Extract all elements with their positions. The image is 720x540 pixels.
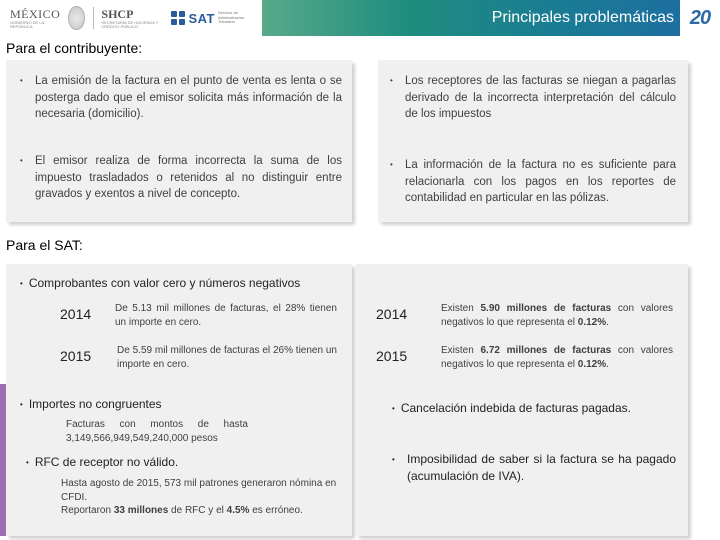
sat-heading: Para el SAT: <box>6 237 83 253</box>
importes-title: • Importes no congruentes <box>20 397 162 411</box>
year-2014-left: 2014 <box>60 306 92 322</box>
comprobantes-title: • Comprobantes con valor cero y números negativos <box>20 276 301 290</box>
title-band <box>262 0 680 36</box>
year-2014-right-desc: Existen 5.90 millones de facturas con valores negativos lo que representa el 0.12%. <box>441 303 673 328</box>
contribuyente-item-4: • La información de la factura no es suficiente para relacionarla con los pagos en los reportes de contabilidad en particular en las pólizas. <box>390 159 676 204</box>
year-2015-left-desc: De 5.59 mil millones de facturas el 26% tienen un importe en cero. <box>117 345 337 370</box>
mexico-logo <box>10 8 60 29</box>
year-2015-left: 2015 <box>60 348 92 364</box>
sat-mark-icon <box>171 11 185 25</box>
contribuyente-item-3: • El emisor realiza de forma incorrecta la suma de los impuesto trasladados o retenidos al no distinguir entre gravados y exentos a nivel de concepto. <box>20 155 342 200</box>
mexico-logo-text: MÉXICO <box>10 6 61 21</box>
rfc-title: • RFC de receptor no válido. <box>26 455 179 469</box>
year-2014-left-desc: De 5.13 mil millones de facturas, el 28% tienen un importe en cero. <box>115 303 337 328</box>
divider <box>93 7 94 29</box>
mexico-logo-subtext: GOBIERNO DE LA REPÚBLICA <box>10 19 45 29</box>
logo-strip <box>0 0 262 36</box>
importes-text: Facturas con montos de hasta 3,149,566,949,549,240,000 pesos <box>66 419 248 444</box>
sat-logo-text: SAT <box>188 10 215 26</box>
rfc-text: Hasta agosto de 2015, 573 mil patrones generaron nómina en CFDI. Reportaron 33 millones de RFC y el 4.5% es erróneo. <box>61 478 337 516</box>
contribuyente-item-1: • La emisión de la factura en el punto de venta es lenta o se posterga dado que el emisor solicita más información de la necesaria (domicilio). <box>20 75 342 120</box>
sat-logo <box>171 11 262 26</box>
shcp-logo-subtext: SECRETARÍA DE HACIENDA Y CRÉDITO PÚBLICO <box>101 19 159 29</box>
year-2015-right-desc: Existen 6.72 millones de facturas con valores negativos lo que representa el 0.12%. <box>441 345 673 370</box>
cancelacion-item: • Cancelación indebida de facturas pagadas. <box>392 401 631 415</box>
shcp-logo-text: SHCP <box>101 6 134 21</box>
badge-number: 20 <box>689 6 711 29</box>
shcp-logo <box>101 8 163 29</box>
year-2015-right: 2015 <box>376 348 408 364</box>
sat-logo-subtext: Servicio de Administración Tributaria <box>218 10 245 25</box>
accent-bar <box>0 384 6 536</box>
page-title: Principales problemáticas <box>491 9 674 26</box>
year-2014-right: 2014 <box>376 306 408 322</box>
contribuyente-item-2: • Los receptores de las facturas se niegan a pagarlas derivado de la incorrecta interpretación del cálculo de los impuestos <box>390 75 676 120</box>
anniversary-badge <box>680 0 720 36</box>
header <box>0 0 720 36</box>
imposibilidad-item: • Imposibilidad de saber si la factura se ha pagado (acumulación de IVA). <box>392 452 676 483</box>
coat-of-arms-icon <box>68 6 84 30</box>
contribuyente-heading: Para el contribuyente: <box>6 40 143 56</box>
